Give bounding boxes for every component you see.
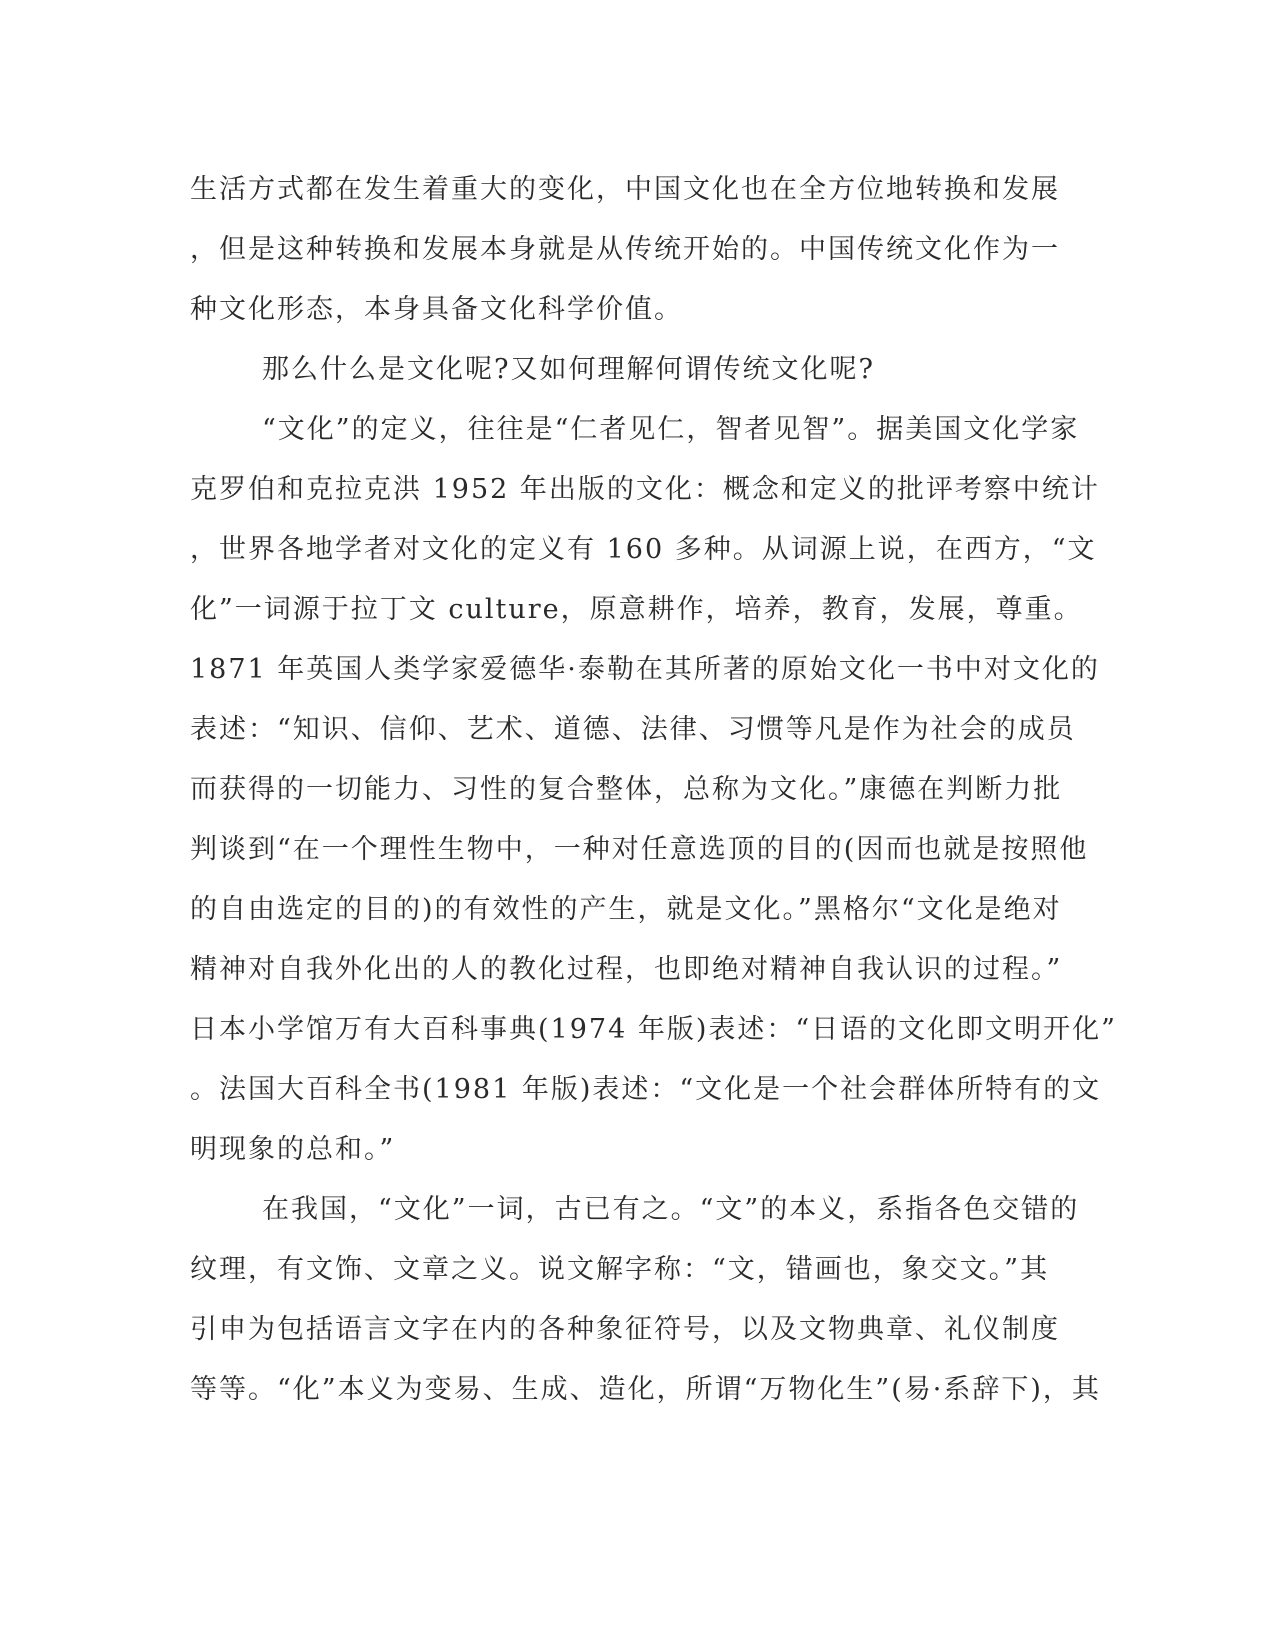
text-line: 而获得的一切能力、习性的复合整体，总称为文化。”康德在判断力批 — [190, 774, 1063, 805]
text-line: 克罗伯和克拉克洪 1952 年出版的文化：概念和定义的批评考察中统计 — [190, 474, 1100, 505]
text-line: 表述：“知识、信仰、艺术、道德、法律、习惯等凡是作为社会的成员 — [190, 714, 1076, 745]
text-line: 化”一词源于拉丁文 culture，原意耕作，培养，教育，发展，尊重。 — [190, 594, 1083, 625]
text-line: ，世界各地学者对文化的定义有 160 多种。从词源上说，在西方，“文 — [190, 534, 1097, 565]
text-line: 等等。“化”本义为变易、生成、造化，所谓“万物化生”(易·系辞下)，其 — [190, 1374, 1101, 1405]
text-line: 引申为包括语言文字在内的各种象征符号，以及文物典章、礼仪制度 — [190, 1314, 1060, 1345]
body-text — [190, 160, 1117, 1420]
text-line: 纹理，有文饰、文章之义。说文解字称：“文，错画也，象交文。”其 — [190, 1254, 1050, 1285]
text-line: 判谈到“在一个理性生物中，一种对任意选顶的目的(因而也就是按照他 — [190, 834, 1089, 865]
text-line: 1871 年英国人类学家爱德华·泰勒在其所著的原始文化一书中对文化的 — [190, 654, 1100, 685]
text-line: 精神对自我外化出的人的教化过程，也即绝对精神自我认识的过程。” — [190, 954, 1063, 985]
text-line: 明现象的总和。” — [190, 1134, 396, 1165]
text-line: ，但是这种转换和发展本身就是从传统开始的。中国传统文化作为一 — [190, 234, 1060, 265]
paragraph-start-line: 那么什么是文化呢?又如何理解何谓传统文化呢? — [262, 354, 875, 385]
paragraph-start-line: 在我国，“文化”一词，古已有之。“文”的本义，系指各色交错的 — [262, 1194, 1080, 1225]
paragraph-start-line: “文化”的定义，往往是“仁者见仁，智者见智”。据美国文化学家 — [262, 414, 1080, 445]
text-line: 的自由选定的目的)的有效性的产生，就是文化。”黑格尔“文化是绝对 — [190, 894, 1062, 925]
text-line: 。法国大百科全书(1981 年版)表述：“文化是一个社会群体所特有的文 — [190, 1074, 1102, 1105]
text-line: 种文化形态，本身具备文化科学价值。 — [190, 294, 683, 325]
text-line: 生活方式都在发生着重大的变化，中国文化也在全方位地转换和发展 — [190, 174, 1060, 205]
text-line: 日本小学馆万有大百科事典(1974 年版)表述：“日语的文化即文明开化” — [190, 1014, 1117, 1045]
